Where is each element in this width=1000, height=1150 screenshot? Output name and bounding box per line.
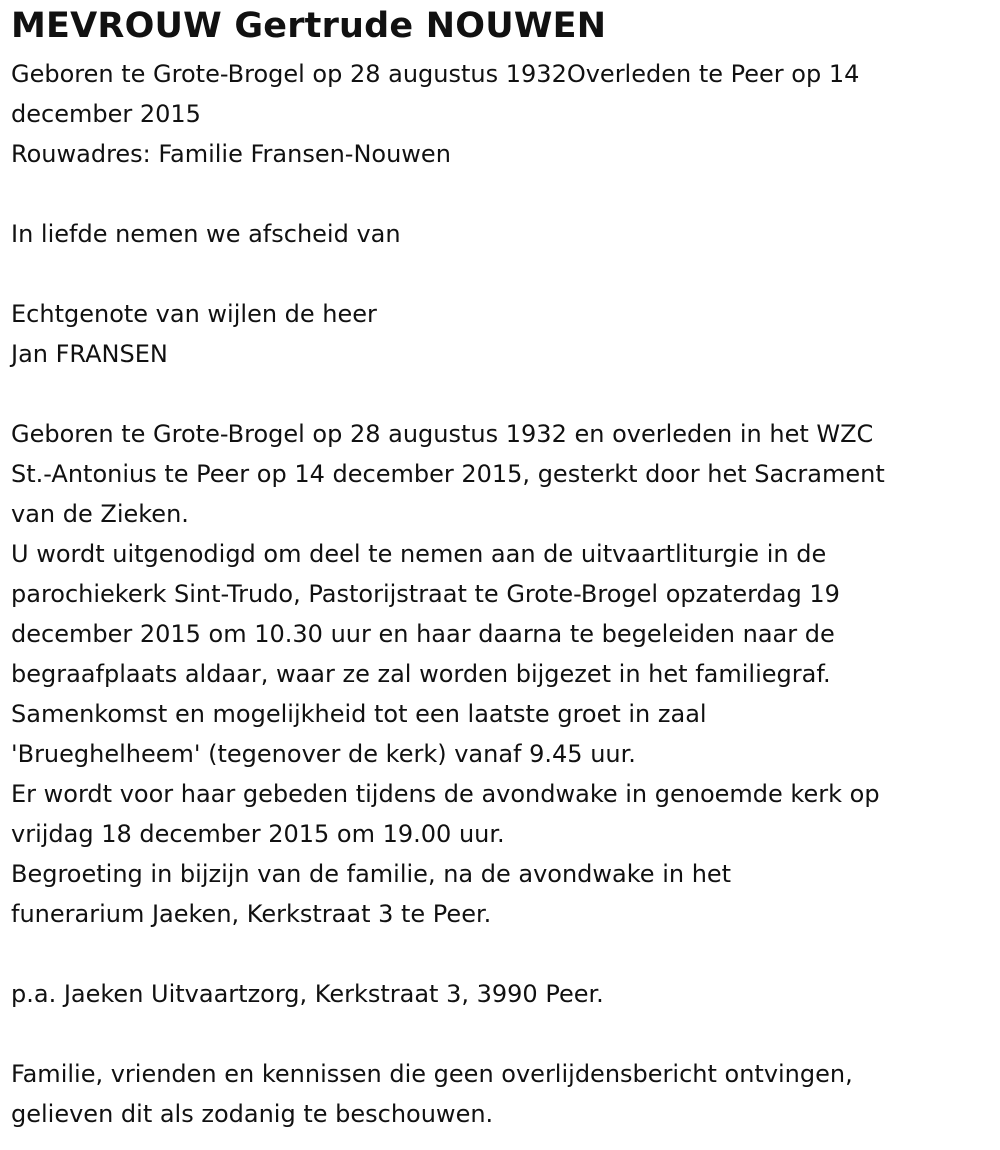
body-line: Samenkomst en mogelijkheid tot een laatste groet in zaal xyxy=(11,700,707,728)
deceased-name-title: MEVROUW Gertrude NOUWEN xyxy=(11,6,607,46)
body-line: parochiekerk Sint-Trudo, Pastorijstraat te Grote-Brogel opzaterdag 19 xyxy=(11,580,840,608)
body-line: begraafplaats aldaar, waar ze zal worden bijgezet in het familiegraf. xyxy=(11,660,831,688)
spacer xyxy=(11,934,991,974)
spacer xyxy=(11,1014,991,1054)
body-line: 'Brueghelheem' (tegenover de kerk) vanaf 9.45 uur. xyxy=(11,740,636,768)
spouse-line: Echtgenote van wijlen de heer xyxy=(11,300,377,328)
body-line: Er wordt voor haar gebeden tijdens de avondwake in genoemde kerk op xyxy=(11,780,880,808)
body-line: vrijdag 18 december 2015 om 19.00 uur. xyxy=(11,820,505,848)
birth-death-line-cont: december 2015 xyxy=(11,100,201,128)
body-line: van de Zieken. xyxy=(11,500,189,528)
body-line: Begroeting in bijzijn van de familie, na de avondwake in het xyxy=(11,860,732,888)
body-line: december 2015 om 10.30 uur en haar daarna te begeleiden naar de xyxy=(11,620,835,648)
birth-death-line: Geboren te Grote-Brogel op 28 augustus 1932Overleden te Peer op 14 xyxy=(11,60,860,88)
footer-line: gelieven dit als zodanig te beschouwen. xyxy=(11,1100,494,1128)
body-line: U wordt uitgenodigd om deel te nemen aan de uitvaartliturgie in de xyxy=(11,540,827,568)
intro-text: In liefde nemen we afscheid van xyxy=(11,220,401,248)
body-line: Geboren te Grote-Brogel op 28 augustus 1932 en overleden in het WZC xyxy=(11,420,874,448)
body-line: St.-Antonius te Peer op 14 december 2015, gesterkt door het Sacrament xyxy=(11,460,885,488)
obituary-document xyxy=(11,0,991,1134)
spacer xyxy=(11,254,991,294)
spacer xyxy=(11,374,991,414)
funeral-home-address: p.a. Jaeken Uitvaartzorg, Kerkstraat 3, 3990 Peer. xyxy=(11,980,604,1008)
footer-line: Familie, vrienden en kennissen die geen overlijdensbericht ontvingen, xyxy=(11,1060,853,1088)
spacer xyxy=(11,174,991,214)
spouse-name: Jan FRANSEN xyxy=(11,340,168,368)
mourning-address: Rouwadres: Familie Fransen-Nouwen xyxy=(11,140,451,168)
body-line: funerarium Jaeken, Kerkstraat 3 te Peer. xyxy=(11,900,492,928)
